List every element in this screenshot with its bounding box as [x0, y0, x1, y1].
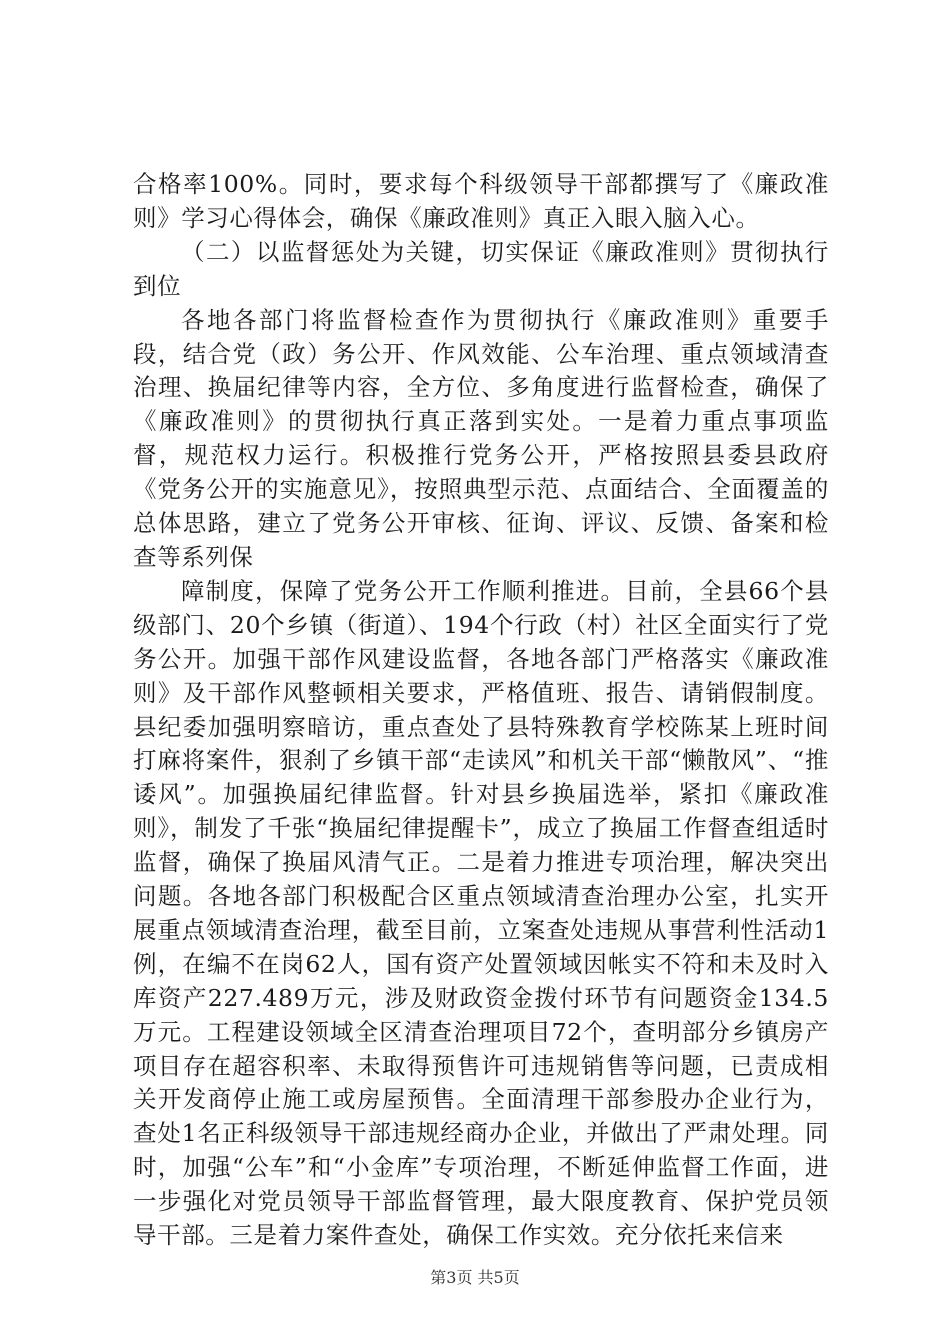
- paragraph-continuation: 合格率100%。同时，要求每个科级领导干部都撰写了《廉政准则》学习心得体会，确保《廉政准则》真正入眼入脑入心。: [133, 170, 829, 232]
- paragraph-supervision: 各地各部门将监督检查作为贯彻执行《廉政准则》重要手段，结合党（政）务公开、作风效能、公车治理、重点领域清查治理、换届纪律等内容，全方位、多角度进行监督检查，确保了《廉政准则》的贯彻执行真正落到实处。一是着力重点事项监督，规范权力运行。积极推行党务公开，严格按照县委县政府《党务公开的实施意见》，按照典型示范、点面结合、全面覆盖的总体思路，建立了党务公开审核、征询、评议、反馈、备案和检查等系列保: [133, 305, 829, 571]
- paragraph-party-affairs: 障制度，保障了党务公开工作顺利推进。目前，全县66个县级部门、20个乡镇（街道）、194个行政（村）社区全面实行了党务公开。加强干部作风建设监督，各地各部门严格落实《廉政准则》及干部作风整顿相关要求，严格值班、报告、请销假制度。县纪委加强明察暗访，重点查处了县特殊教育学校陈某上班时间打麻将案件，狠刹了乡镇干部“走读风”和机关干部“懒散风”、“推诿风”。加强换届纪律监督。针对县乡换届选举，紧扣《廉政准则》，制发了千张“换届纪律提醒卡”，成立了换届工作督查组适时监督，确保了换届风清气正。二是着力推进专项治理，解决突出问题。各地各部门积极配合区重点领域清查治理办公室，扎实开展重点领域清查治理，截至目前，立案查处违规从事营利性活动1例，在编不在岗62人，国有资产处置领域因帐实不符和未及时入库资产227.489万元，涉及财政资金拨付环节有问题资金134.5万元。工程建设领域全区清查治理项目72个，查明部分乡镇房产项目存在超容积率、未取得预售许可违规销售等问题，已责成相关开发商停止施工或房屋预售。全面清理干部参股办企业行为，查处1名正科级领导干部违规经商办企业，并做出了严肃处理。同时，加强“公车”和“小金库”专项治理，不断延伸监督工作面，进一步强化对党员领导干部监督管理，最大限度教育、保护党员领导干部。三是着力案件查处，确保工作实效。充分依托来信来: [133, 576, 829, 1250]
- section-heading: （二）以监督惩处为关键，切实保证《廉政准则》贯彻执行到位: [133, 237, 829, 300]
- document-body: [133, 168, 829, 1253]
- page-footer: 第3页 共5页: [430, 1268, 520, 1287]
